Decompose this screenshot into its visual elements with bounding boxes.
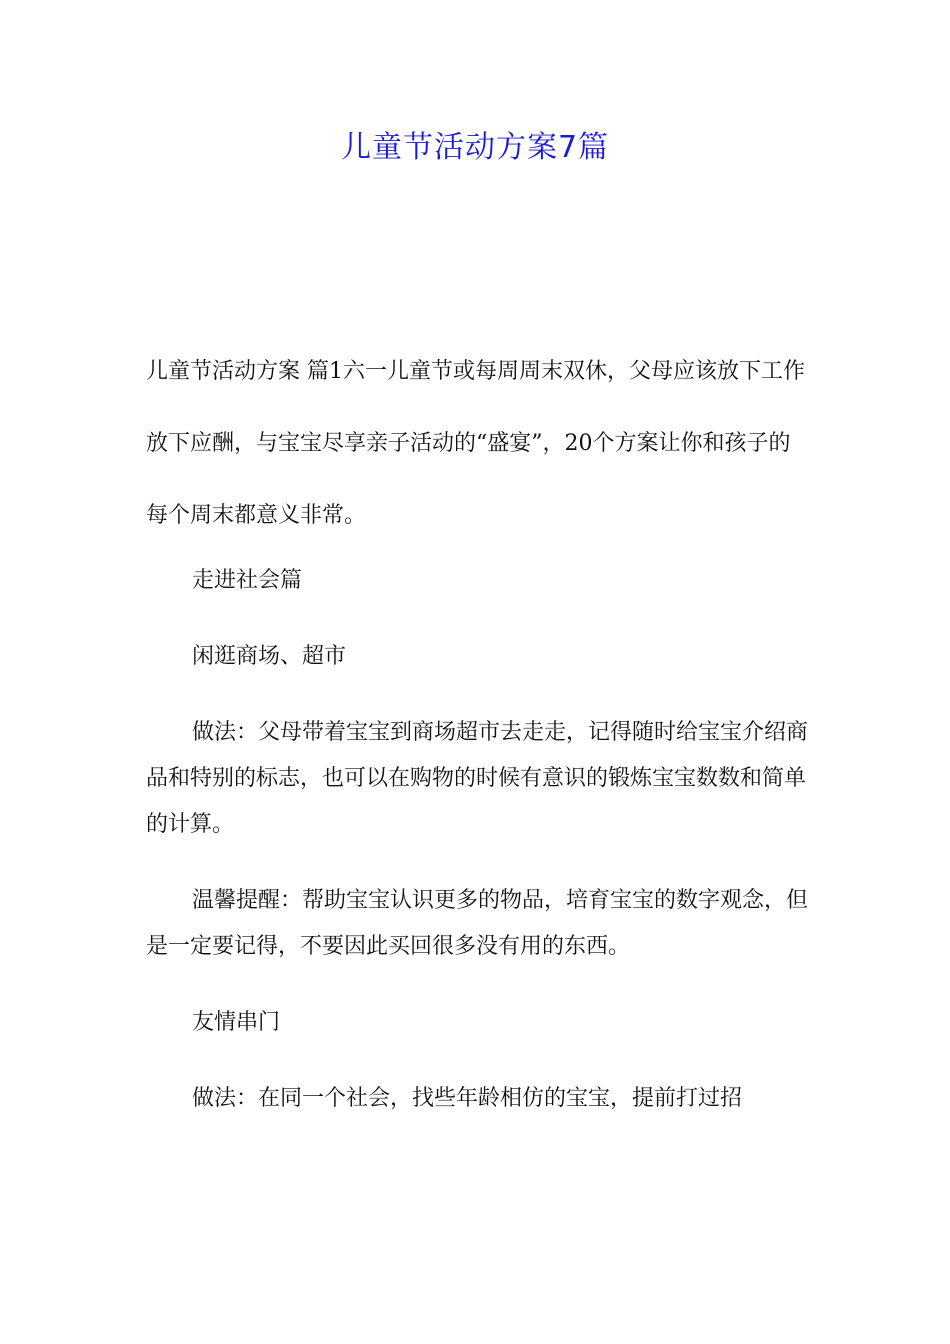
section-heading-society: 走进社会篇 [192, 568, 303, 593]
document-title: 儿童节活动方案7篇 [340, 130, 610, 165]
document-body [146, 336, 808, 1152]
subheading-visit: 友情串门 [192, 1010, 281, 1035]
paragraph-mall-tip: 温馨提醒：帮助宝宝认识更多的物品，培育宝宝的数字观念，但是一定要记得，不要因此买回很多没有用的东西。 [146, 888, 809, 959]
subheading-mall: 闲逛商场、超市 [192, 644, 347, 669]
paragraph-visit-method: 做法：在同一个社会，找些年龄相仿的宝宝，提前打过招 [192, 1086, 743, 1111]
intro-paragraph: 儿童节活动方案 篇1六一儿童节或每周周末双休，父母应该放下工作放下应酬，与宝宝尽享亲子活动的“盛宴”，20个方案让你和孩子的每个周末都意义非常。 [146, 359, 805, 528]
paragraph-mall-method: 做法：父母带着宝宝到商场超市去走走，记得随时给宝宝介绍商品和特别的标志，也可以在购物的时候有意识的锻炼宝宝数数和简单的计算。 [146, 720, 809, 837]
